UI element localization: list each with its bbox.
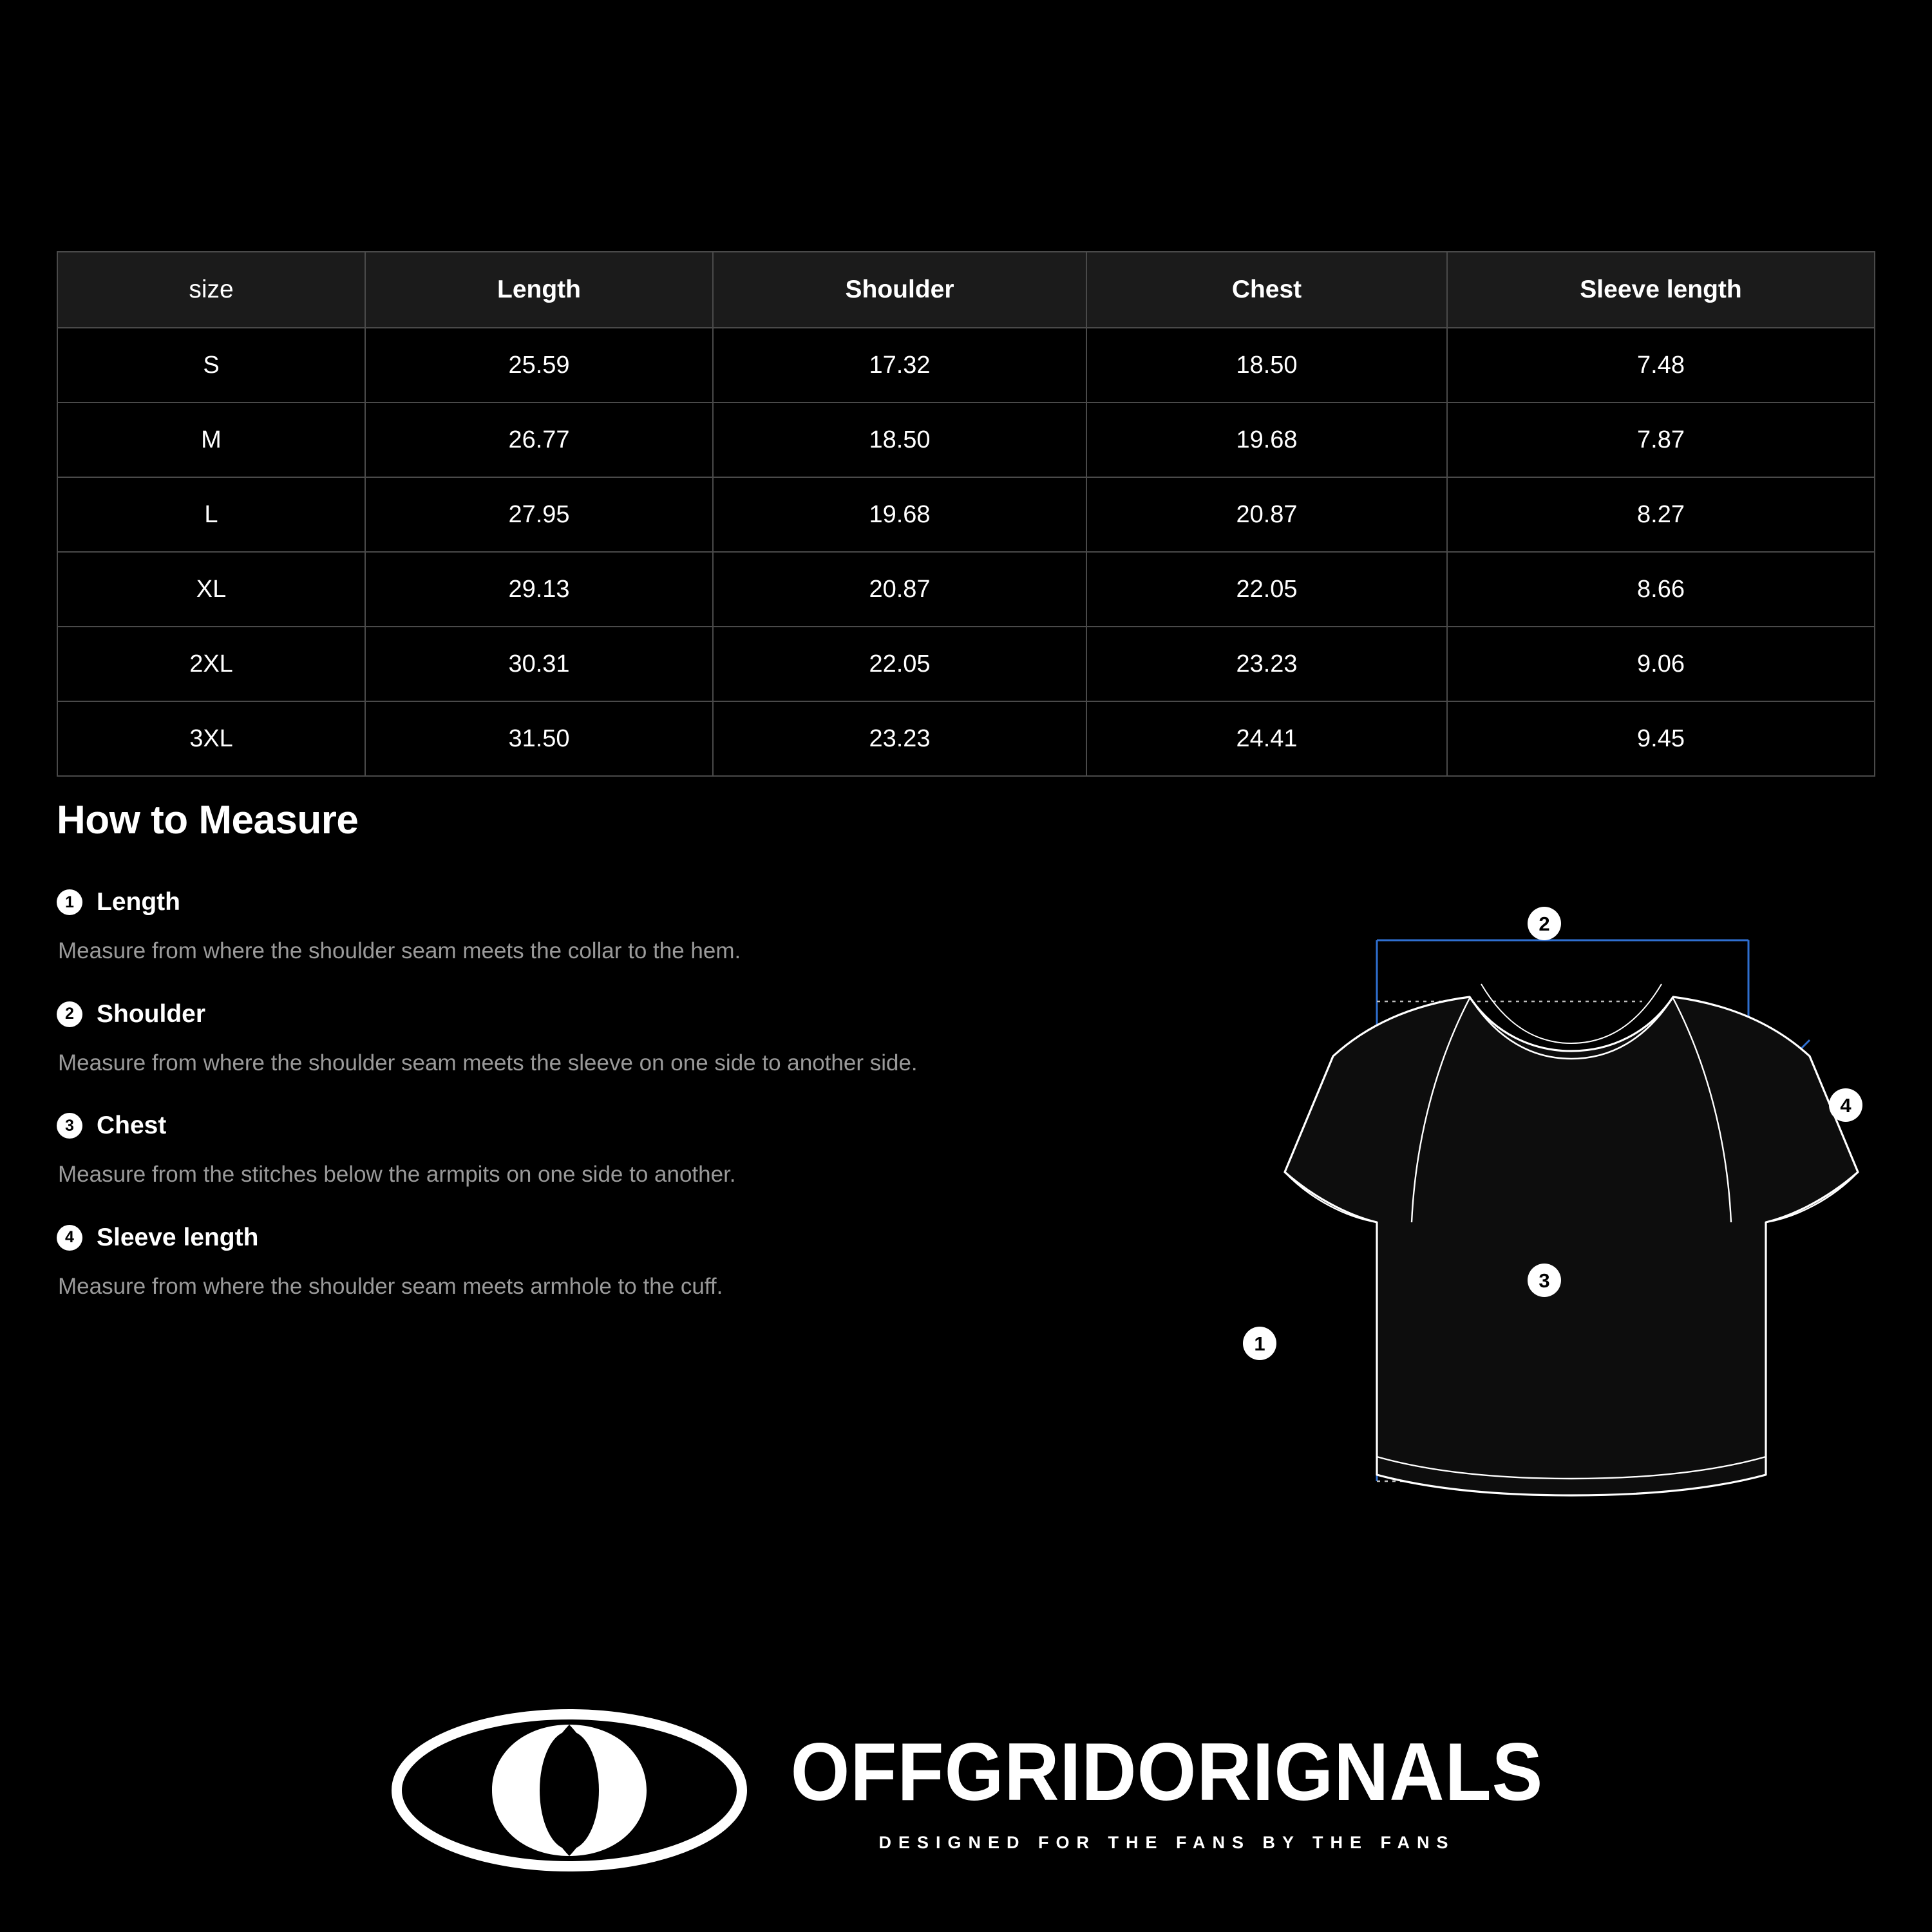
- table-row: [57, 477, 1875, 552]
- measure-item-chest: [57, 1106, 1216, 1189]
- cell-size: 2XL: [57, 627, 365, 701]
- measure-item-description: Measure from where the shoulder seam meets the collar to the hem.: [58, 938, 741, 963]
- tshirt-illustration: [1285, 984, 1858, 1495]
- measure-item-description: Measure from the stitches below the armpits on one side to another.: [58, 1162, 736, 1187]
- brand-tagline: DESIGNED FOR THE FANS BY THE FANS: [878, 1832, 1455, 1852]
- column-header-chest: Chest: [1086, 252, 1447, 328]
- tshirt-measurement-diagram: [1243, 902, 1900, 1687]
- table-row: [57, 552, 1875, 627]
- cell-size: L: [57, 477, 365, 552]
- measure-item-description: Measure from where the shoulder seam meets the sleeve on one side to another side.: [58, 1050, 918, 1075]
- diagram-marker-3: 3: [1528, 1264, 1561, 1297]
- number-badge-icon: 4: [57, 1225, 82, 1251]
- table-header-row: [57, 252, 1875, 328]
- table-row: [57, 328, 1875, 402]
- diagram-marker-2: 2: [1528, 907, 1561, 940]
- cell-shoulder: 18.50: [713, 402, 1086, 477]
- column-header-size: size: [57, 252, 365, 328]
- cell-length: 27.95: [365, 477, 713, 552]
- diagram-marker-4: 4: [1829, 1088, 1862, 1122]
- how-to-measure-list: [57, 882, 1216, 1329]
- cell-size: S: [57, 328, 365, 402]
- number-badge-icon: 2: [57, 1001, 82, 1027]
- how-to-measure-title: How to Measure: [57, 798, 359, 842]
- cell-shoulder: 20.87: [713, 552, 1086, 627]
- cell-chest: 18.50: [1086, 328, 1447, 402]
- cell-chest: 23.23: [1086, 627, 1447, 701]
- tshirt-diagram-svg: [1243, 902, 1900, 1687]
- cell-shoulder: 23.23: [713, 701, 1086, 776]
- measure-item-label: Chest: [97, 1112, 167, 1139]
- table-row: [57, 627, 1875, 701]
- brand-logo-icon: [389, 1707, 750, 1874]
- cell-length: 25.59: [365, 328, 713, 402]
- brand-footer: [0, 1707, 1932, 1874]
- cell-sleeve: 8.66: [1447, 552, 1875, 627]
- cell-length: 26.77: [365, 402, 713, 477]
- measure-item-label: Sleeve length: [97, 1223, 259, 1251]
- table-row: [57, 402, 1875, 477]
- measure-item-header: [57, 994, 1216, 1034]
- size-table: [57, 251, 1875, 777]
- column-header-length: Length: [365, 252, 713, 328]
- number-badge-icon: 3: [57, 1113, 82, 1139]
- cell-shoulder: 19.68: [713, 477, 1086, 552]
- cell-length: 29.13: [365, 552, 713, 627]
- cell-length: 30.31: [365, 627, 713, 701]
- brand-name: OFFGRIDORIGNALS: [790, 1726, 1544, 1818]
- cell-chest: 19.68: [1086, 402, 1447, 477]
- cell-shoulder: 22.05: [713, 627, 1086, 701]
- cell-sleeve: 9.06: [1447, 627, 1875, 701]
- cell-sleeve: 8.27: [1447, 477, 1875, 552]
- cell-size: XL: [57, 552, 365, 627]
- cell-size: 3XL: [57, 701, 365, 776]
- cell-shoulder: 17.32: [713, 328, 1086, 402]
- measure-item-header: [57, 1106, 1216, 1146]
- cell-size: M: [57, 402, 365, 477]
- cell-length: 31.50: [365, 701, 713, 776]
- cell-chest: 24.41: [1086, 701, 1447, 776]
- diagram-marker-1: 1: [1243, 1327, 1276, 1360]
- measure-item-shoulder: [57, 994, 1216, 1078]
- size-table-body: [57, 328, 1875, 776]
- tshirt-body-outline: [1285, 997, 1858, 1495]
- cell-sleeve: 7.48: [1447, 328, 1875, 402]
- measure-item-header: [57, 1218, 1216, 1258]
- measure-item-description: Measure from where the shoulder seam meets armhole to the cuff.: [58, 1273, 723, 1299]
- number-badge-icon: 1: [57, 889, 82, 915]
- measure-item-sleeve-length: [57, 1218, 1216, 1302]
- cell-sleeve: 7.87: [1447, 402, 1875, 477]
- cell-chest: 20.87: [1086, 477, 1447, 552]
- table-row: [57, 701, 1875, 776]
- size-table-header: [57, 252, 1875, 328]
- measure-item-label: Shoulder: [97, 999, 206, 1028]
- measure-item-label: Length: [97, 888, 180, 916]
- measure-item-length: [57, 882, 1216, 966]
- cell-chest: 22.05: [1086, 552, 1447, 627]
- column-header-sleeve-length: Sleeve length: [1447, 252, 1875, 328]
- cell-sleeve: 9.45: [1447, 701, 1875, 776]
- measure-item-header: [57, 882, 1216, 922]
- brand-text-block: [791, 1728, 1544, 1853]
- column-header-shoulder: Shoulder: [713, 252, 1086, 328]
